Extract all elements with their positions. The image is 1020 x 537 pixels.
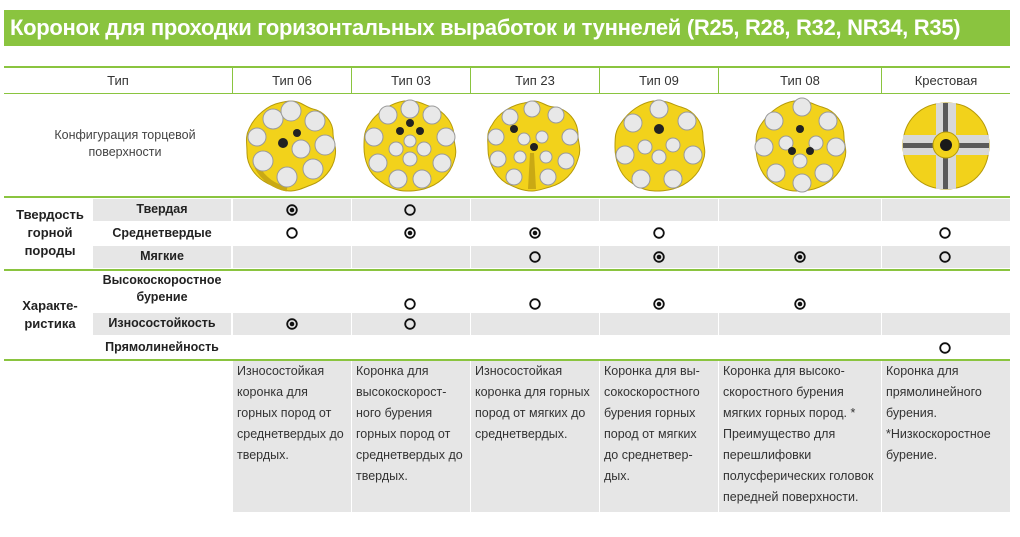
button-bit-type08-icon: [752, 97, 848, 193]
config-label: Конфигурация торцевой поверхности: [54, 128, 196, 159]
column-header-type09: Тип 09: [639, 73, 679, 88]
description-type08: Коронка для высоко-скоростного бурения мягких горных пород. * Преимущество для перешлифовки полусферических головок передней поверхности.: [719, 361, 881, 512]
open-circle-mark: [404, 318, 416, 330]
column-header-type: Тип: [107, 73, 129, 88]
filled-circle-mark: [653, 251, 665, 263]
description-type06: Износостойкая коронка для горных пород от среднетвердых до твердых.: [233, 361, 351, 512]
filled-circle-mark: [404, 227, 416, 239]
header-rule: [4, 93, 1010, 94]
open-circle-mark: [404, 298, 416, 310]
row-label-high-speed-drilling: Высокоскоростное бурение: [102, 273, 222, 304]
description-type23: Износостойкая коронка для горных пород от мягких до среднетвердых.: [471, 361, 599, 512]
page-title: Коронок для проходки горизонтальных выработок и туннелей (R25, R28, R32, NR34, R35): [4, 10, 1010, 46]
open-circle-mark: [529, 251, 541, 263]
open-circle-mark: [286, 227, 298, 239]
description-type09: Коронка для вы-сокоскоростного бурения горных пород от мягких до среднетвер-дых.: [600, 361, 718, 512]
open-circle-mark: [653, 227, 665, 239]
filled-circle-mark: [794, 298, 806, 310]
row-label-hard: Твердая: [136, 202, 188, 216]
column-header-type03: Тип 03: [391, 73, 431, 88]
button-bit-type03-icon: [360, 97, 460, 193]
column-header-type06: Тип 06: [272, 73, 312, 88]
row-label-medium-hard: Среднетвердые: [112, 226, 212, 240]
characteristics-group-label: Характе-ристика: [22, 298, 78, 331]
row-label-soft: Мягкие: [140, 249, 184, 263]
filled-circle-mark: [286, 318, 298, 330]
column-header-type08: Тип 08: [780, 73, 820, 88]
open-circle-mark: [939, 342, 951, 354]
row-label-straightness: Прямолинейность: [105, 340, 219, 354]
open-circle-mark: [939, 227, 951, 239]
button-bit-type23-icon: [484, 97, 584, 193]
filled-circle-mark: [286, 204, 298, 216]
open-circle-mark: [404, 204, 416, 216]
open-circle-mark: [529, 298, 541, 310]
filled-circle-mark: [653, 298, 665, 310]
cross-bit-icon: [897, 97, 995, 193]
config-rule: [4, 196, 1010, 198]
description-type03: Коронка для высокоскорост-ного бурения горных пород от среднетвердых до твердых.: [352, 361, 470, 512]
hardness-rule: [4, 269, 1010, 271]
hardness-group-label: Твердость горной породы: [16, 207, 84, 258]
description-cross: Коронка для прямолинейного бурения. *Низкоскоростное бурение.: [882, 361, 1010, 512]
row-label-wear-resistance: Износостойкость: [108, 316, 216, 330]
filled-circle-mark: [794, 251, 806, 263]
button-bit-type06-icon: [243, 97, 339, 193]
filled-circle-mark: [529, 227, 541, 239]
column-header-type23: Тип 23: [515, 73, 555, 88]
open-circle-mark: [939, 251, 951, 263]
button-bit-type09-icon: [611, 97, 707, 193]
table-top-rule: [4, 66, 1010, 68]
column-header-cross: Крестовая: [914, 73, 978, 88]
